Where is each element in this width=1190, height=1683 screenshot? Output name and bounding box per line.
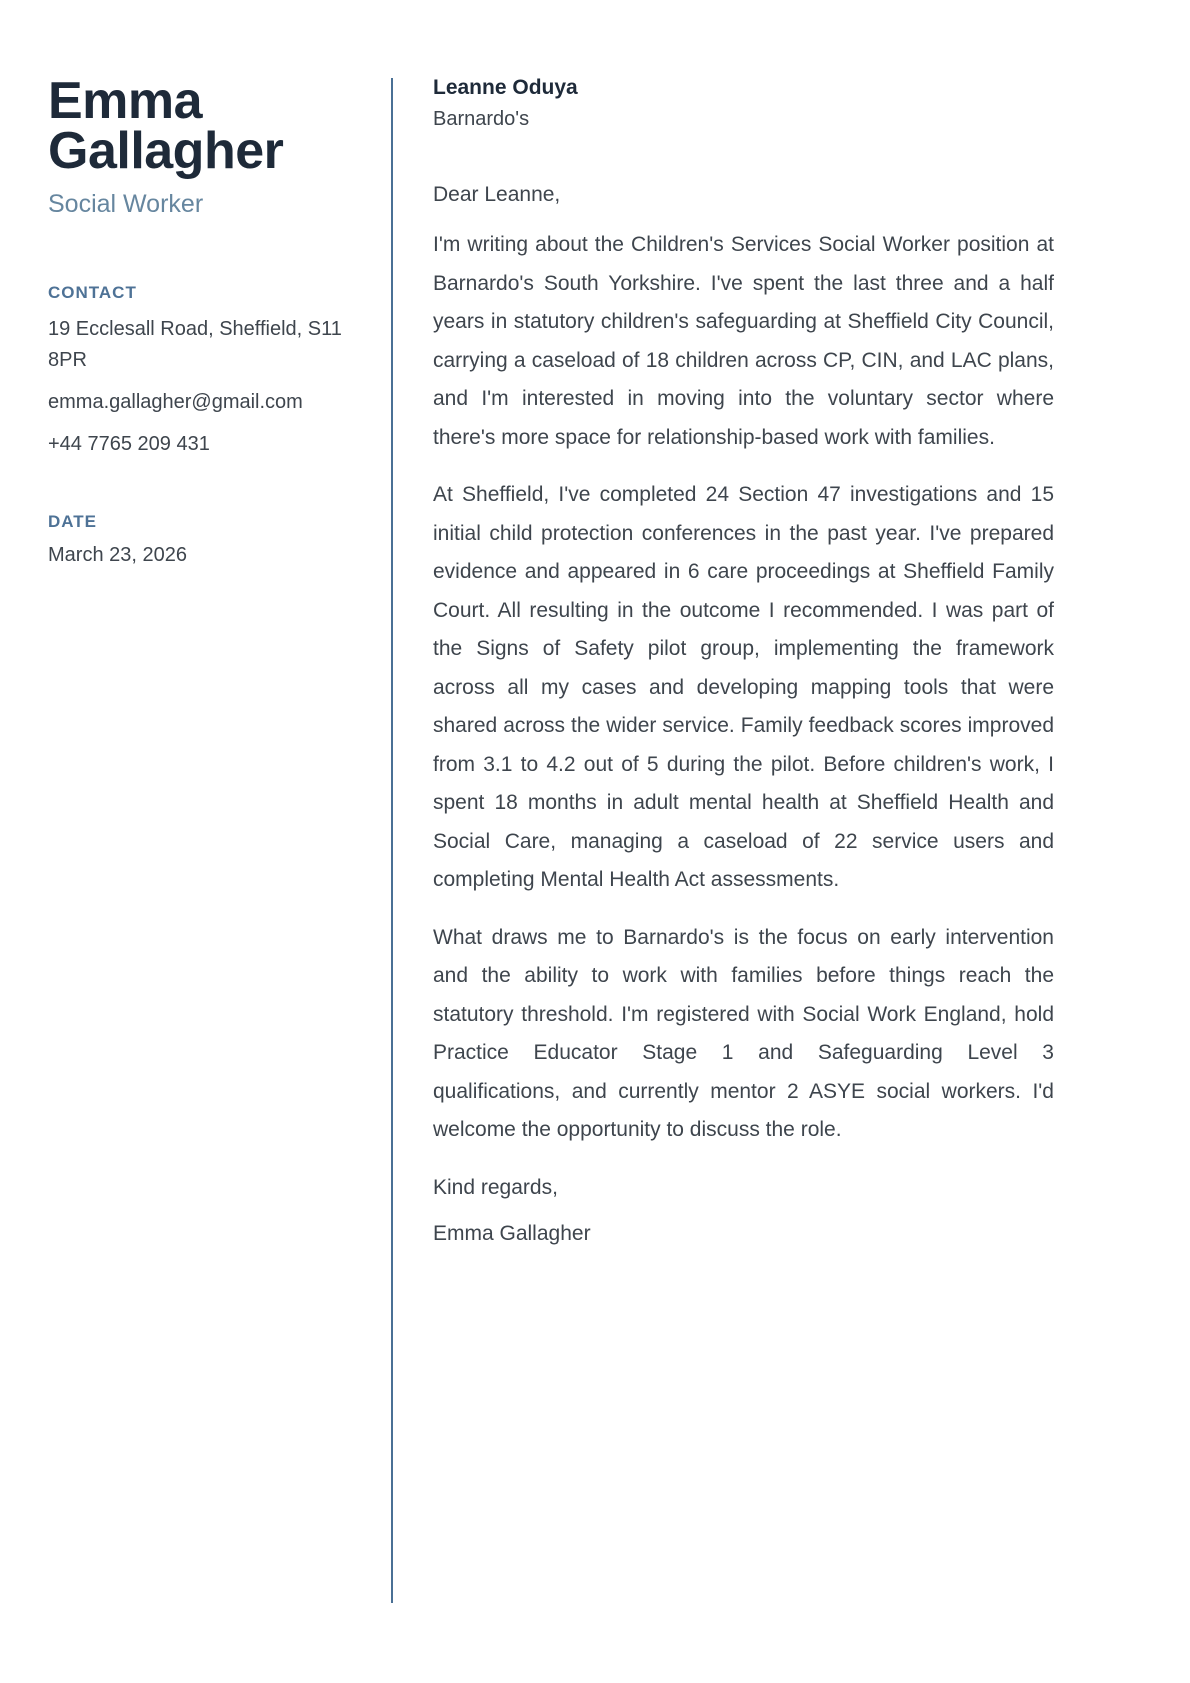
letter-body — [433, 76, 1054, 1254]
letter-signature: Emma Gallagher — [433, 1222, 591, 1245]
letter-paragraphs — [433, 226, 1054, 1150]
letter-greeting: Dear Leanne, — [433, 183, 561, 206]
applicant-name: Emma Gallagher — [48, 72, 284, 180]
recipient-organization: Barnardo's — [433, 108, 530, 130]
contact-email: emma.gallagher@gmail.com — [48, 391, 303, 413]
date-section — [48, 512, 348, 567]
contact-address: 19 Ecclesall Road, Sheffield, S11 8PR — [48, 318, 342, 371]
vertical-divider — [391, 78, 393, 1603]
recipient-name: Leanne Oduya — [433, 76, 578, 99]
letter-paragraph: I'm writing about the Children's Services Social Worker position at Barnardo's South Yorkshire. I've spent the last three and a half years in statutory children's safeguarding at Sheffield City Council, carrying a caseload of 18 children across CP, CIN, and LAC plans, and I'm interested in moving into the voluntary sector where there's more space for relationship-based work with families. — [433, 233, 1054, 449]
contact-section-label: CONTACT — [48, 283, 137, 302]
letter-paragraph: What draws me to Barnardo's is the focus on early intervention and the ability to work with families before things reach the statutory threshold. I'm registered with Social Work England, hold Practice Educator Stage 1 and Safeguarding Level 3 qualifications, and currently mentor 2 ASYE social workers. I'd welcome the opportunity to discuss the role. — [433, 925, 1054, 1141]
contact-section — [48, 283, 348, 460]
applicant-job-title: Social Worker — [48, 190, 204, 218]
contact-phone: +44 7765 209 431 — [48, 433, 210, 455]
letter-paragraph: At Sheffield, I've completed 24 Section 47 investigations and 15 initial child protection conferences in the past year. I've prepared evidence and appeared in 6 care proceedings at Sheffield Family Court. All resulting in the outcome I recommended. I was part of the Signs of Safety pilot group, implementing the framework across all my cases and developing mapping tools that were shared across the wider service. Family feedback scores improved from 3.1 to 4.2 out of 5 during the pilot. Before children's work, I spent 18 months in adult mental health at Sheffield Health and Social Care, managing a caseload of 22 service users and completing Mental Health Act assessments. — [433, 483, 1054, 891]
letter-closing: Kind regards, — [433, 1175, 558, 1199]
date-section-label: DATE — [48, 512, 98, 531]
date-value: March 23, 2026 — [48, 544, 187, 566]
sidebar — [48, 72, 348, 567]
